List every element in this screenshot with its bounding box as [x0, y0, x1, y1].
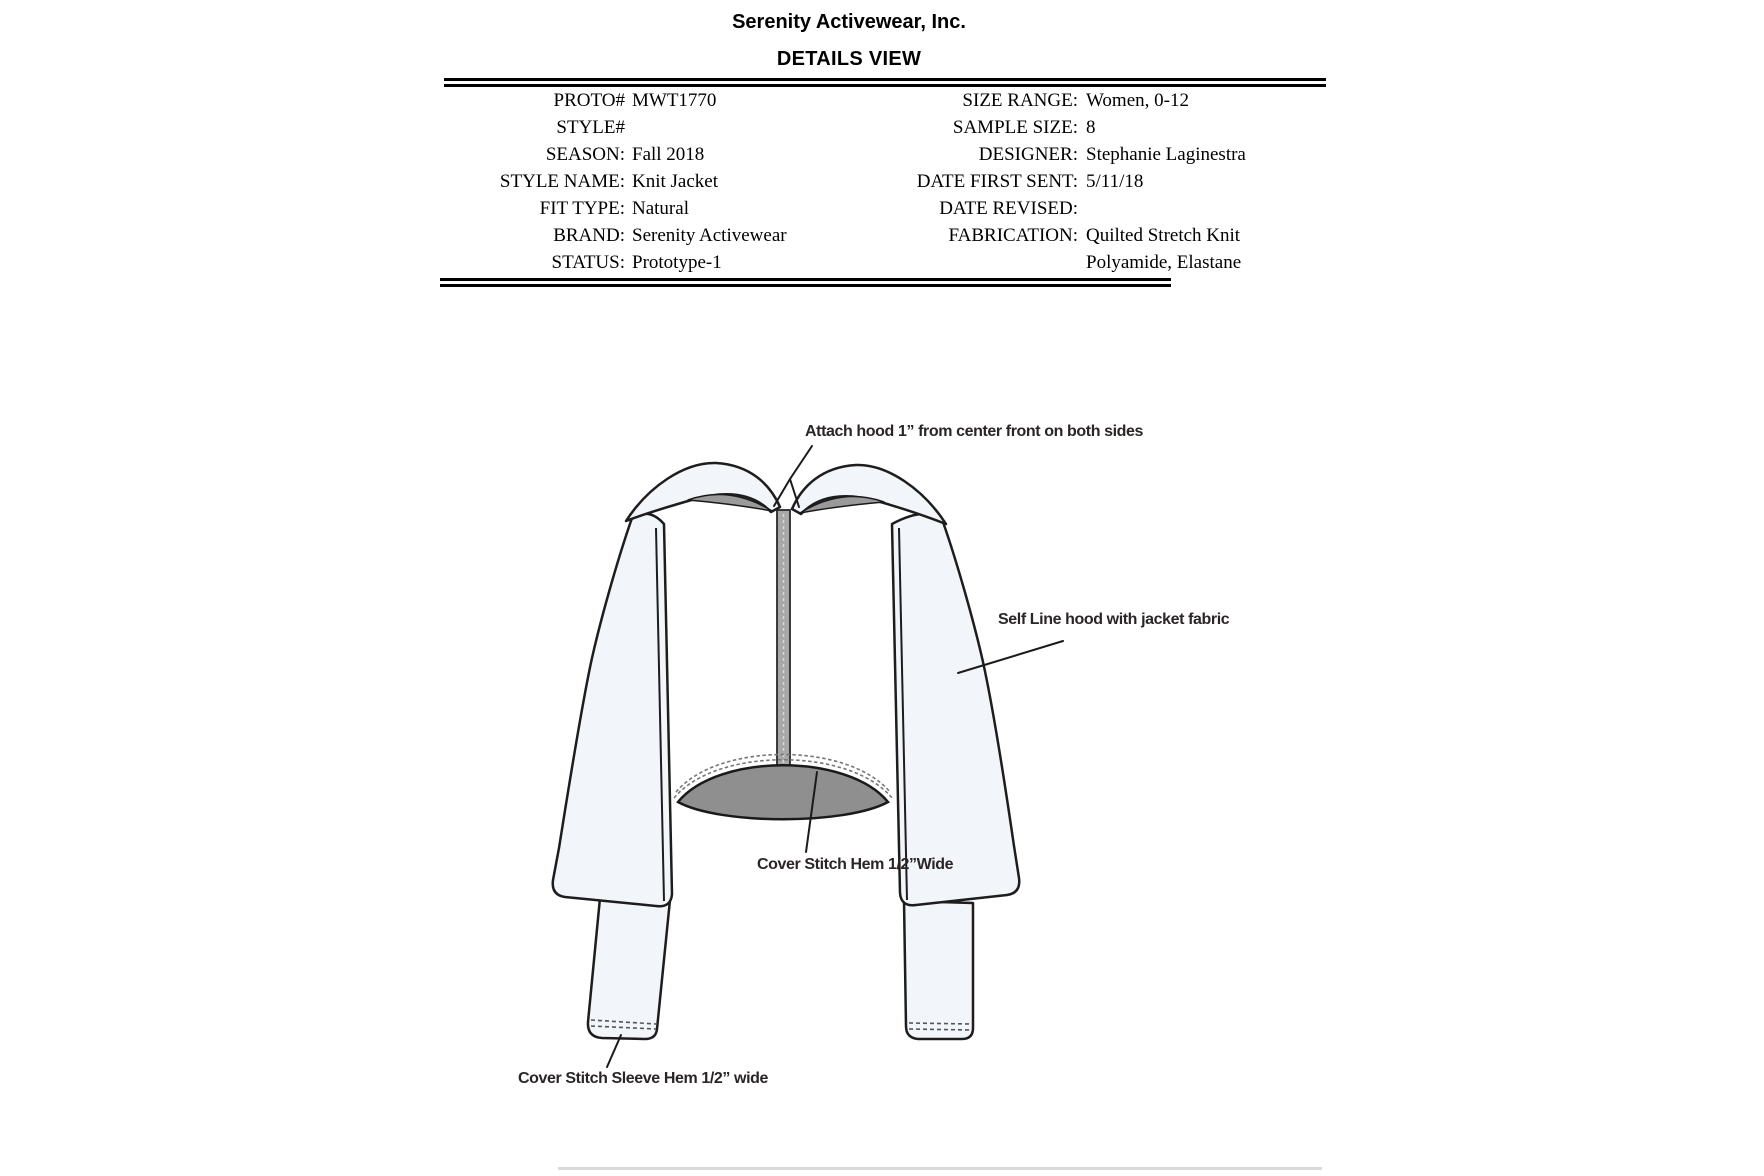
field-label: FIT TYPE:	[539, 198, 625, 219]
field-label: SAMPLE SIZE:	[952, 117, 1078, 138]
field-label: DESIGNER:	[978, 144, 1078, 165]
annotation-attach-hood: Attach hood 1” from center front on both sides	[805, 423, 1144, 440]
hood-left	[626, 463, 780, 521]
field-label: SEASON:	[545, 144, 625, 165]
field-value: Serenity Activewear	[632, 225, 787, 246]
field-value: Knit Jacket	[632, 171, 719, 192]
page-title: DETAILS VIEW	[776, 48, 922, 70]
field-value: Stephanie Laginestra	[1086, 144, 1246, 165]
field-value: 5/11/18	[1086, 171, 1144, 192]
field-value: Prototype-1	[632, 252, 722, 273]
annotation-cover-stitch-hem: Cover Stitch Hem 1/2”Wide	[757, 856, 954, 873]
field-label: STATUS:	[551, 252, 625, 273]
field-value: Fall 2018	[632, 144, 705, 165]
hood-right	[792, 465, 946, 524]
bottom-divider	[558, 1167, 1322, 1170]
field-value: Quilted Stretch Knit	[1086, 225, 1241, 246]
front-panel-right	[892, 514, 1019, 905]
field-value: Women, 0-12	[1086, 90, 1189, 111]
leader-sleeve-hem	[607, 1035, 621, 1067]
sleeve-left	[588, 898, 670, 1039]
field-label: STYLE NAME:	[499, 171, 625, 192]
field-label: DATE FIRST SENT:	[916, 171, 1078, 192]
field-value: 8	[1086, 117, 1096, 138]
field-value: MWT1770	[632, 90, 717, 111]
annotation-cover-stitch-sleeve-hem: Cover Stitch Sleeve Hem 1/2” wide	[518, 1070, 769, 1087]
front-panel-left	[553, 514, 672, 907]
field-label: FABRICATION:	[948, 225, 1078, 246]
company-title: Serenity Activewear, Inc.	[732, 11, 966, 33]
field-label: BRAND:	[553, 225, 625, 246]
field-label: STYLE#	[556, 117, 625, 138]
field-label: DATE REVISED:	[939, 198, 1078, 219]
field-label: PROTO#	[553, 90, 625, 111]
sleeve-right	[904, 901, 973, 1039]
center-zipper	[777, 510, 790, 770]
field-value: Natural	[632, 198, 689, 219]
annotation-self-line-hood: Self Line hood with jacket fabric	[998, 611, 1230, 628]
field-label: SIZE RANGE:	[962, 90, 1078, 111]
field-value: Polyamide, Elastane	[1086, 252, 1242, 273]
